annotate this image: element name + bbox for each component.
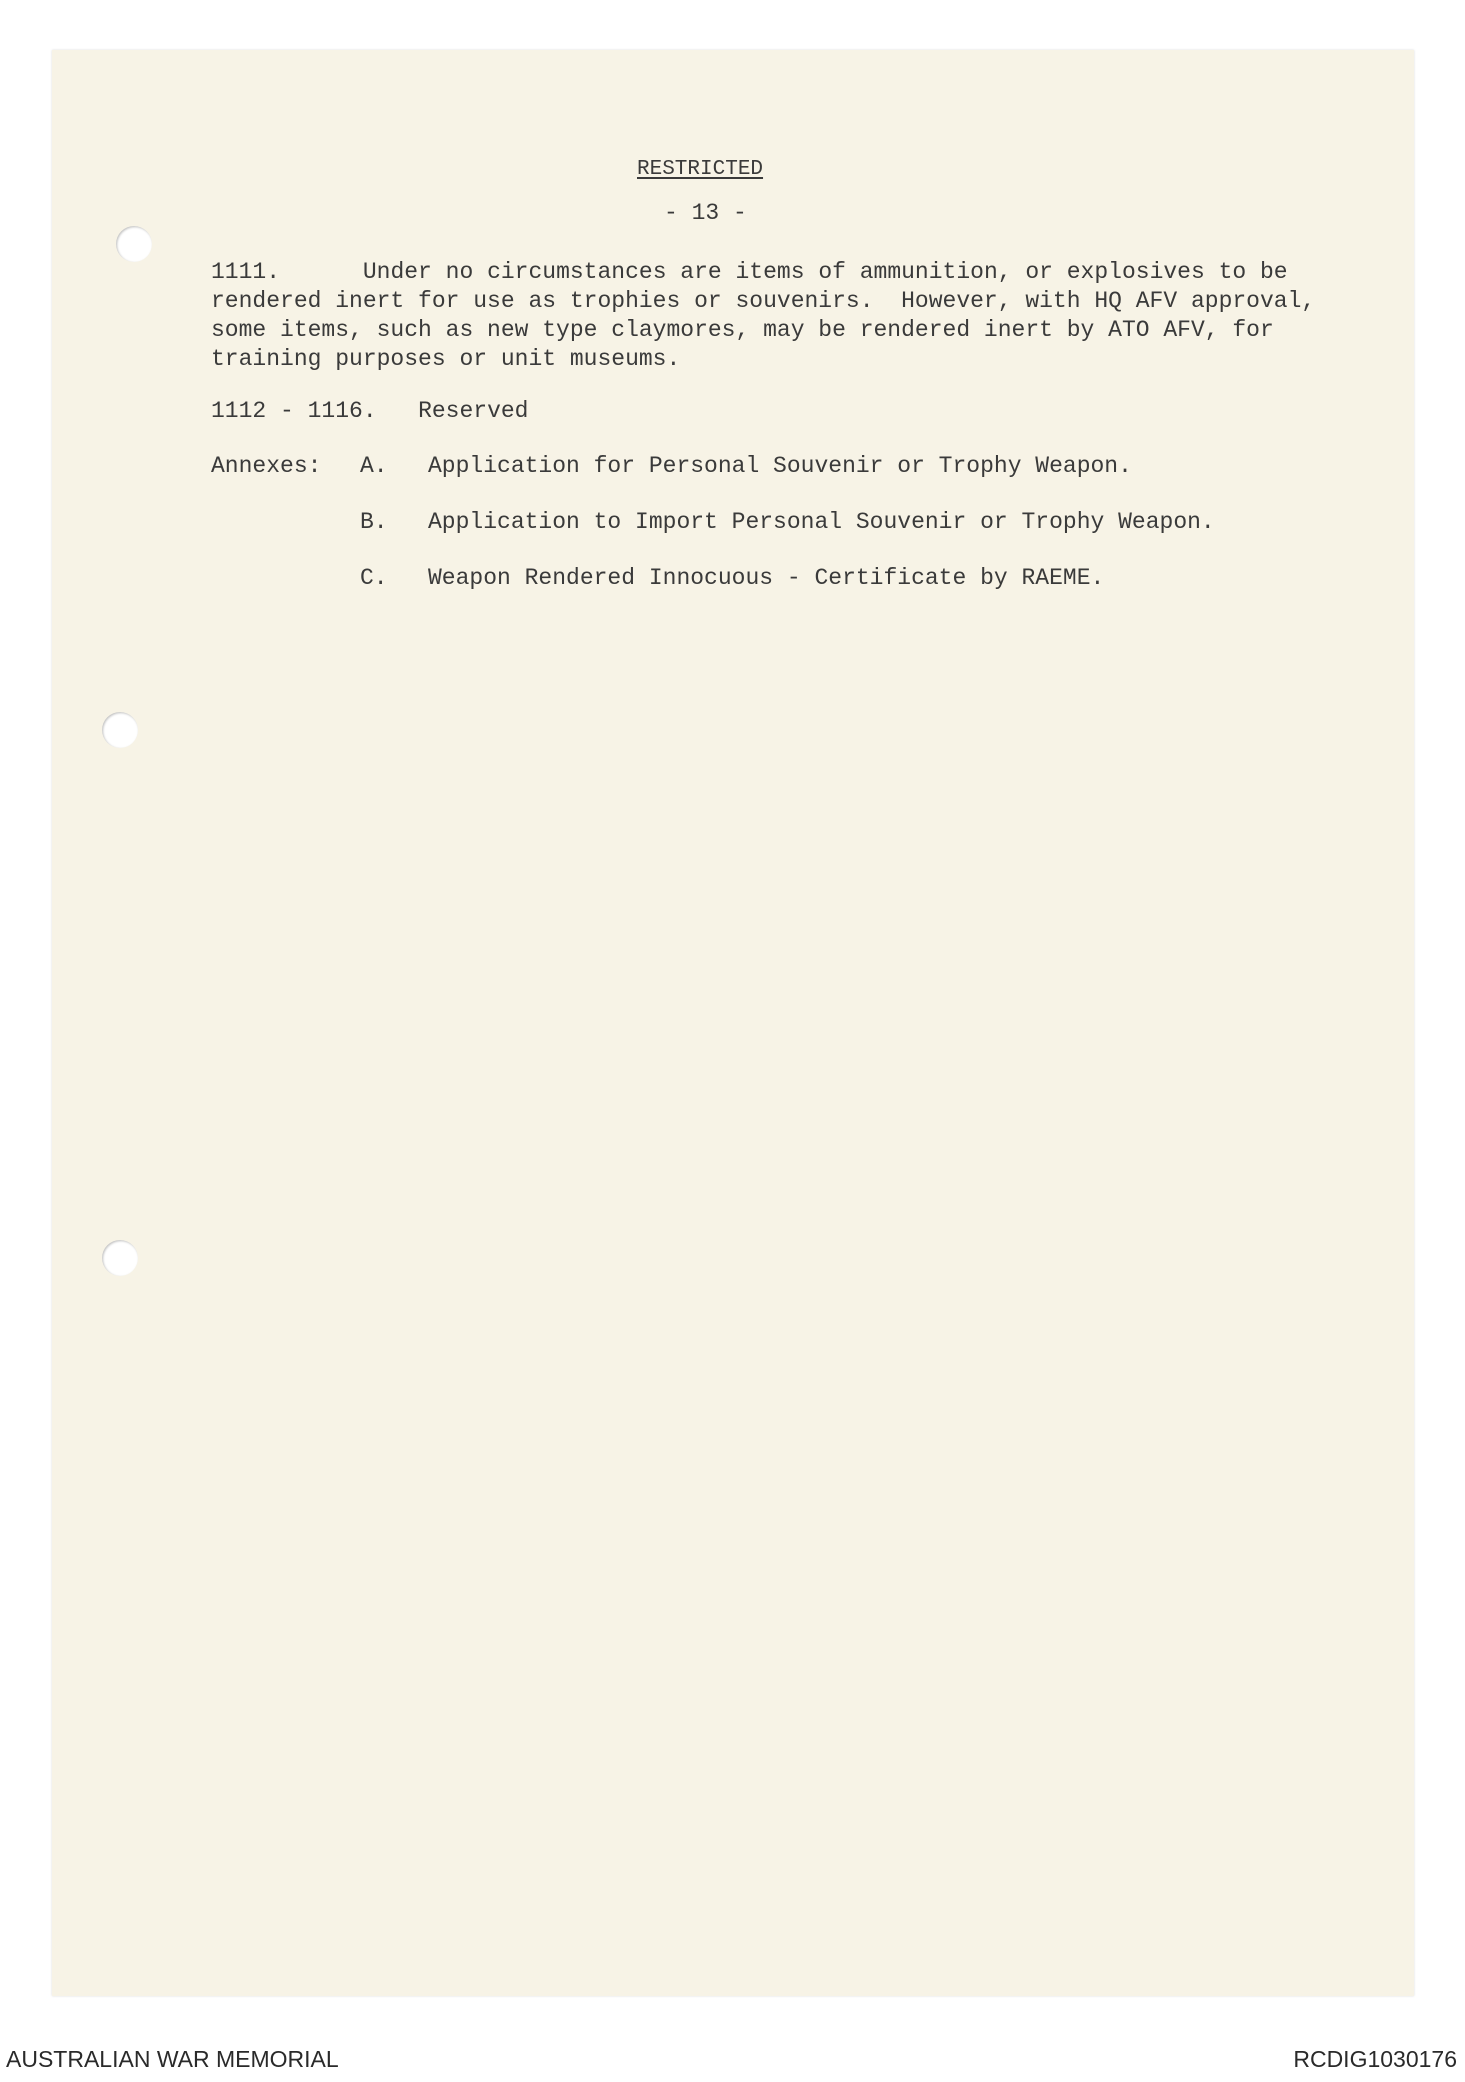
paragraph-line-4: training purposes or unit museums. (211, 346, 681, 372)
punch-hole-middle (102, 712, 138, 748)
annex-item-c: Weapon Rendered Innocuous - Certificate by RAEME. (428, 565, 1105, 591)
paragraph-line-1: Under no circumstances are items of ammunition, or explosives to be (362, 259, 1288, 285)
reserved-text: Reserved (418, 398, 529, 424)
punch-hole-top (116, 226, 152, 262)
paragraph-1111 (211, 258, 1315, 374)
annex-item-a: Application for Personal Souvenir or Trophy Weapon. (428, 453, 1132, 479)
reserved-paragraphs (211, 398, 528, 424)
classification-header: RESTRICTED (637, 158, 764, 181)
page-number: - 13 - (664, 200, 747, 226)
paragraph-line-2: rendered inert for use as trophies or souvenirs. However, with HQ AFV approval, (211, 288, 1316, 314)
paragraph-number: 1111. (211, 259, 281, 285)
reserved-number: 1112 - 1116. (211, 398, 377, 424)
annex-item-b: Application to Import Personal Souvenir or Trophy Weapon. (428, 509, 1215, 535)
punch-hole-bottom (102, 1240, 138, 1276)
annex-letter-c: C. (360, 565, 388, 591)
footer-institution: AUSTRALIAN WAR MEMORIAL (6, 2046, 339, 2072)
annex-letter-b: B. (360, 509, 388, 535)
paragraph-line-3: some items, such as new type claymores, may be rendered inert by ATO AFV, for (211, 317, 1274, 343)
annex-letter-a: A. (360, 453, 388, 479)
footer-record-id: RCDIG1030176 (1293, 2046, 1457, 2072)
annexes-label: Annexes: (211, 453, 322, 479)
